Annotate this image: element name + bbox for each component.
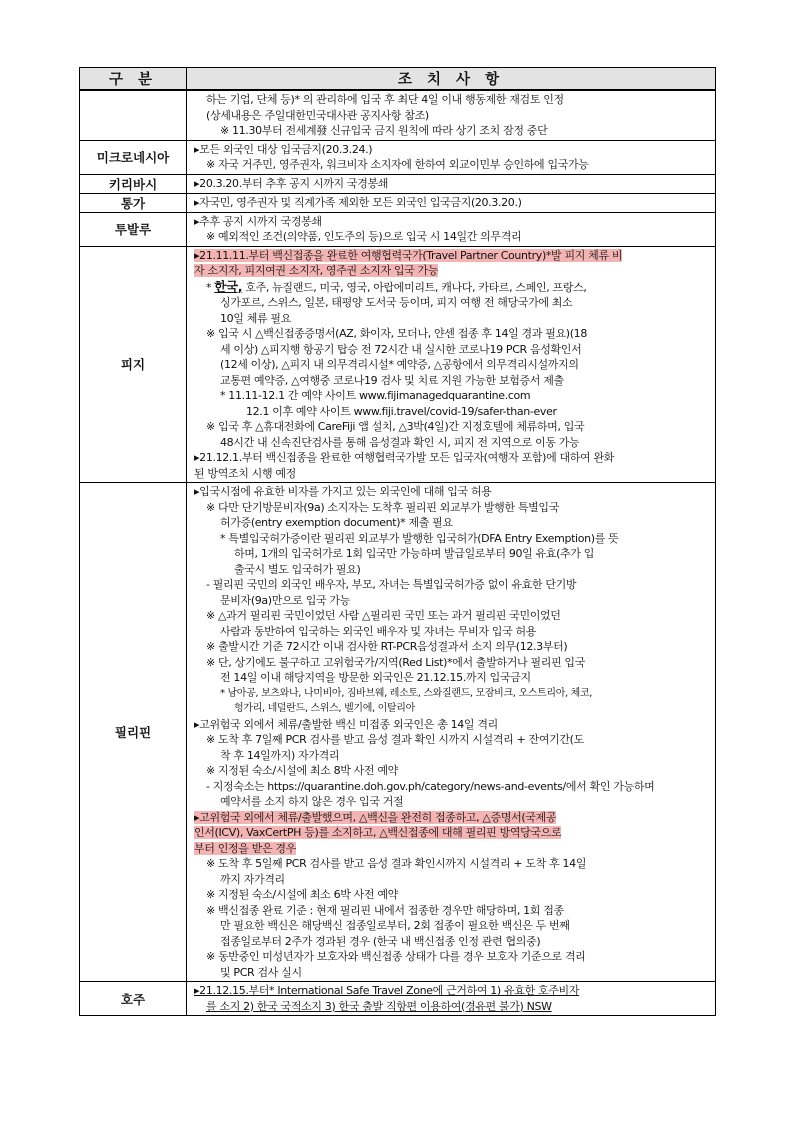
- highlighted-text: 부터 인정을 받은 경우: [194, 841, 296, 855]
- text-line: 출국시 별도 입국허가 필요): [234, 562, 361, 576]
- text-line: (상세내용은 주일대한민국대사관 공지사항 참조): [206, 108, 429, 122]
- text-line: ※ 지정된 숙소/시설에 최소 8박 사전 예약: [206, 764, 398, 777]
- table-row: [80, 982, 716, 1016]
- text-line: 헝가리, 네덜란드, 스위스, 벨기에, 이탈리아: [234, 703, 415, 714]
- text-line: * 한국, 호주, 뉴질랜드, 미국, 영국, 아랍에미리트, 캐나다, 카타르, 스페인, 프랑스,: [206, 278, 587, 294]
- text-line: ※ 도착 후 7일째 PCR 검사를 받고 음성 결과 확인 시까지 시설격리 + 잔여기간(도: [206, 733, 584, 746]
- country-philippines: 필리핀: [80, 483, 187, 982]
- text-line: ▸자국민, 영주권자 및 직계가족 제외한 모든 외국인 입국금지(20.3.20.): [194, 195, 522, 209]
- text-line: 10일 체류 필요: [220, 311, 291, 325]
- text-line: ※ 백신접종 완료 기준 : 현재 필리핀 내에서 접종한 경우만 해당하며, 1회 접종: [206, 903, 564, 917]
- text-line: ▸모든 외국인 대상 입국금지(20.3.24.): [194, 142, 373, 156]
- table-row: [80, 246, 716, 483]
- text-line: 허가증(entry exemption document)* 제출 필요: [220, 516, 453, 529]
- micronesia-content: [187, 140, 716, 174]
- text-line: [194, 825, 711, 841]
- text-line: 된 방역조치 시행 예정: [194, 466, 296, 480]
- text-line: ※ 도착 후 5일째 PCR 검사를 받고 음성 결과 확인시까지 시설격리 + 도착 후 14일: [206, 857, 587, 870]
- text-line: 예약서를 소지 하지 않은 경우 입국 거절: [220, 795, 404, 808]
- text-line: ※ 자국 거주민, 영주권자, 워크비자 소지자에 한하여 외교이민부 승인하에 입국가능: [206, 158, 589, 171]
- text-line: 전 14일 이내 해당지역을 방문한 외국인은 21.12.15.까지 입국금지: [220, 671, 531, 684]
- text-line: 하며, 1개의 입국허가로 1회 입국만 가능하며 발급일로부터 90일 유효(추가 입: [234, 547, 595, 560]
- highlighted-text: 자 소지자, 피지여권 소지자, 영주권 소지자 입국 가능: [194, 264, 439, 277]
- text-line: * 남아공, 보츠와나, 나미비아, 짐바브웨, 레소토, 스와질랜드, 모잠비크, 오스트리아, 체코,: [220, 687, 593, 699]
- table-row: [80, 174, 716, 193]
- text-line: 만 필요한 백신은 해당백신 접종일로부터, 2회 접종이 필요한 백신은 두 번째: [220, 919, 570, 932]
- text-line: ▸입국시점에 유효한 비자를 가지고 있는 외국인에 대해 입국 허용: [194, 485, 492, 498]
- text-line: ▸추후 공지 시까지 국경봉쇄: [194, 214, 322, 228]
- continuation-content: [187, 90, 716, 140]
- table-row: [80, 90, 716, 140]
- text-line: ▸20.3.20.부터 추후 공지 시까지 국경봉쇄: [194, 176, 389, 190]
- tonga-content: [187, 193, 716, 212]
- philippines-content: [187, 483, 716, 982]
- australia-content: [187, 982, 716, 1016]
- text-line: 48시간 내 신속진단검사를 통해 음성결과 확인 시, 피지 전 지역으로 이동 가능: [220, 435, 580, 449]
- country-micronesia: 미크로네시아: [80, 140, 187, 174]
- country-tonga: 통가: [80, 193, 187, 212]
- table-row: [80, 212, 716, 246]
- text-line: ▸21.12.15.부터* International Safe Travel Zone에 근거하여 1) 유효한 호주비자: [194, 984, 580, 997]
- text-line: 하는 기업, 단체 등)* 의 관리하에 입국 후 최단 4일 이내 행동제한 재검토 인정: [206, 93, 564, 106]
- text-line: * 특별입국허가증이란 필리핀 외교부가 발행한 입국허가(DFA Entry Exemption)를 뜻: [220, 531, 619, 545]
- text-line: 12.1 이후 예약 사이트 www.fiji.travel/covid-19/safer-than-ever: [246, 404, 557, 418]
- text-line: * 11.11-12.1 간 예약 사이트 www.fijimanagedquarantine.com: [220, 389, 531, 402]
- text-line: 세 이상) △피지행 항공기 탑승 전 72시간 내 실시한 코로나19 PCR 음성확인서: [220, 342, 582, 356]
- text-line: ※ 예외적인 조건(의약품, 인도주의 등)으로 입국 시 14일간 의무격리: [206, 230, 522, 243]
- text-line: ※ 다만 단기방문비자(9a) 소지자는 도착후 필리핀 외교부가 발행한 특별입국: [206, 500, 559, 514]
- text-line: 교통편 예약증, △여행중 코로나19 검사 및 치료 지원 가능한 보험증서 제출: [220, 373, 564, 387]
- text-line: - 필리핀 국민의 외국인 배우자, 부모, 자녀는 특별입국허가증 없이 유효한 단기방: [206, 578, 577, 591]
- table-row: [80, 483, 716, 982]
- table-header-row: [80, 68, 716, 91]
- text-line: [194, 841, 711, 857]
- highlighted-text: 인서(ICV), VaxCertPH 등)를 소지하고, △백신접종에 대해 필리핀 방역당국으로: [194, 826, 562, 839]
- text-line: [194, 810, 711, 826]
- text-line: ※ 출발시간 기준 72시간 이내 검사한 RT-PCR음성결과서 소지 의무(12.3부터): [206, 640, 568, 653]
- header-category: 구 분: [80, 68, 187, 91]
- text-line: [194, 248, 711, 264]
- text-line: 싱가포르, 스위스, 일본, 태평양 도서국 등이며, 피지 여행 전 해당국가에 최소: [220, 296, 573, 309]
- country-australia: 호주: [80, 982, 187, 1016]
- country-fiji: 피지: [80, 246, 187, 483]
- kiribati-content: [187, 174, 716, 193]
- text-line: 사람과 동반하여 입국하는 외국인 배우자 및 자녀는 무비자 입국 허용: [220, 624, 537, 638]
- korea-emphasis: 한국,: [214, 278, 243, 294]
- text-line: ※ 단, 상기에도 불구하고 고위험국가/지역(Red List)*에서 출발하거나 필리핀 입국: [206, 655, 585, 669]
- table-row: [80, 140, 716, 174]
- text-line: 까지 자가격리: [220, 872, 285, 886]
- text-line: - 지정숙소는 https://quarantine.doh.gov.ph/category/news-and-events/에서 확인 가능하며: [206, 779, 655, 793]
- text-line: 접종일로부터 2주가 경과된 경우 (한국 내 백신접종 인정 관련 협의중): [220, 934, 541, 948]
- highlighted-text: ▸21.11.11.부터 백신접종을 완료한 여행협력국가(Travel Partner Country)*발 피지 체류 비: [194, 248, 623, 262]
- text-line: ※ 입국 후 △휴대전화에 CareFiji 앱 설치, △3박(4일)간 지정호텔에 체류하며, 입국: [206, 420, 585, 433]
- text-line: ※ 동반중인 미성년자가 보호자와 백신접종 상태가 다를 경우 보호자 기준으로 격리: [206, 950, 586, 963]
- text-line: ※ 입국 시 △백신접종증명서(AZ, 화이자, 모더나, 얀센 접종 후 14일 경과 필요)(18: [206, 327, 587, 340]
- table-row: [80, 193, 716, 212]
- document-page: [79, 67, 715, 1016]
- text-line: ※ 11.30부터 전세계發 신규입국 금지 원칙에 따라 상기 조치 잠정 중단: [220, 124, 548, 137]
- country-tuvalu: 투발루: [80, 212, 187, 246]
- text-line: ▸21.12.1.부터 백신접종을 완료한 여행협력국가발 모든 입국자(여행자 포함)에 대하여 완화: [194, 451, 615, 464]
- text-line: 를 소지 2) 한국 국적소지 3) 한국 출발 직항편 이용하여(경유편 불가) NSW: [206, 999, 552, 1013]
- text-line: ▸고위험국 외에서 체류/출발한 백신 미접종 외국인은 총 14일 격리: [194, 717, 498, 731]
- continuation-country-cell: [80, 90, 187, 140]
- country-kiribati: 키리바시: [80, 174, 187, 193]
- text-line: 문비자(9a)만으로 입국 가능: [220, 593, 350, 607]
- text-line: 착 후 14일까지) 자가격리: [220, 748, 340, 762]
- text-line: ※ 지정된 숙소/시설에 최소 6박 사전 예약: [206, 888, 398, 901]
- measures-table: [79, 67, 716, 1016]
- text-line: 및 PCR 검사 실시: [220, 965, 302, 979]
- text-line: [194, 263, 711, 279]
- tuvalu-content: [187, 212, 716, 246]
- fiji-content: [187, 246, 716, 483]
- highlighted-text: ▸고위험국 외에서 체류/출발했으며, △백신을 완전히 접종하고, △증명서(국제공: [194, 810, 557, 824]
- header-measures: 조 치 사 항: [187, 68, 716, 91]
- text-line: ※ △과거 필리핀 국민이었던 사람 △필리핀 국민 또는 과거 필리핀 국민이었던: [206, 609, 561, 622]
- text-line: (12세 이상), △피지 내 의무격리시설* 예약증, △공항에서 의무격리시설까지의: [220, 358, 579, 371]
